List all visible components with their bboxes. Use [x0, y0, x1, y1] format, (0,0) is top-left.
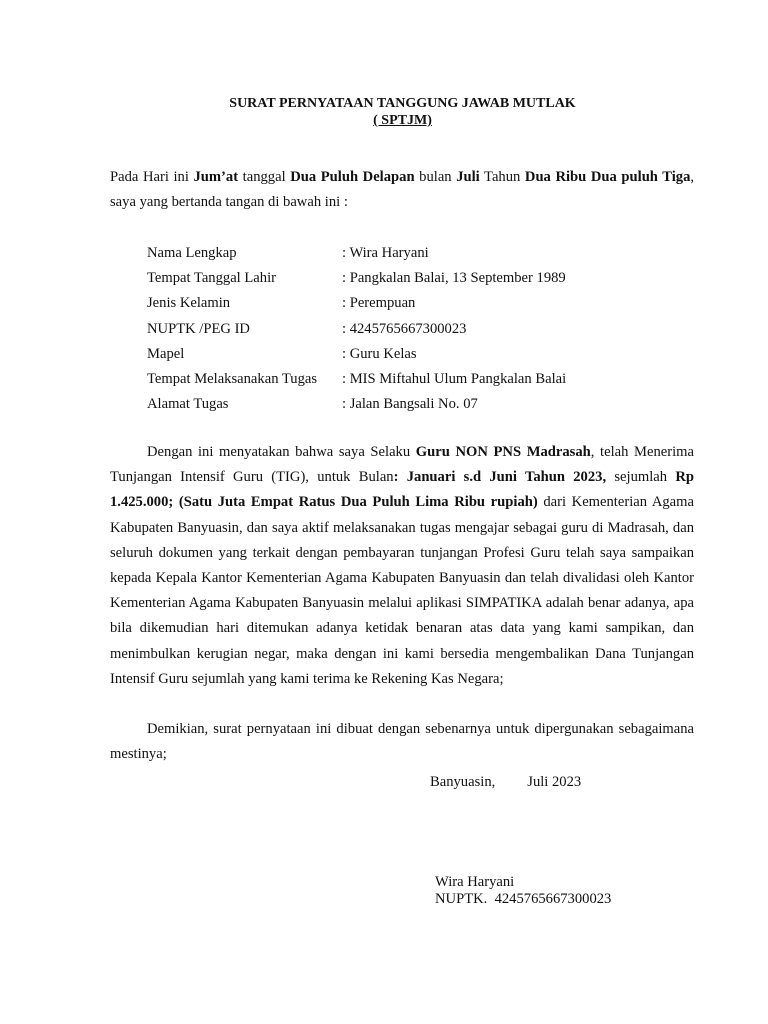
identity-label: Tempat Tanggal Lahir — [147, 270, 276, 287]
signer-id: NUPTK. 4245765667300023 — [435, 891, 612, 907]
intro-month: Juli — [456, 169, 480, 185]
identity-label: Tempat Melaksanakan Tugas — [147, 370, 318, 387]
identity-label: Alamat Tugas — [147, 396, 229, 413]
identity-value: : Pangkalan Balai, 13 September 1989 — [342, 270, 566, 287]
signer-name: Wira Haryani — [435, 874, 515, 890]
identity-row-workplace — [147, 367, 707, 392]
identity-row-nuptk — [147, 317, 707, 342]
identity-row-subject — [147, 342, 707, 367]
identity-label: Mapel — [147, 345, 185, 362]
intro-day: Jum’at — [193, 169, 239, 185]
statement-amount: Rp 1.425.000; (Satu Juta Empat Ratus Dua Puluh Lima Ribu rupiah) — [110, 469, 694, 511]
statement-period: : Januari s.d Juni Tahun 2023, — [393, 469, 607, 486]
identity-label: Nama Lengkap — [147, 245, 237, 261]
place-date — [430, 770, 581, 795]
place-name: Banyuasin, — [430, 774, 496, 790]
identity-value: : Guru Kelas — [342, 345, 417, 362]
intro-text-1: Pada Hari ini — [110, 169, 194, 185]
identity-row-name — [147, 241, 707, 266]
identity-value: : Wira Haryani — [342, 245, 429, 261]
statement-status: Guru NON PNS Madrasah — [415, 444, 591, 460]
intro-year: Dua Ribu Dua puluh Tiga — [524, 169, 691, 185]
statement-text-2: , telah Menerima Tunjangan Intensif Guru (TIG), untuk Bulan — [110, 444, 694, 486]
identity-row-gender — [147, 291, 707, 316]
identity-value: : Jalan Bangsali No. 07 — [342, 396, 478, 413]
signature-block — [435, 874, 611, 908]
intro-text-2: tanggal — [238, 169, 291, 185]
identity-value: : 4245765667300023 — [342, 320, 467, 337]
identity-value: : Perempuan — [342, 295, 416, 312]
title-main: SURAT PERNYATAAN TANGGUNG JAWAB MUTLAK — [229, 96, 576, 111]
statement-text-1: Dengan ini menyatakan bahwa saya Selaku — [147, 444, 416, 460]
statement-paragraph — [110, 440, 694, 692]
identity-table — [147, 241, 707, 417]
closing-paragraph: Demikian, surat pernyataan ini dibuat dengan sebenarnya untuk dipergunakan sebagaimana mestinya; — [110, 721, 694, 763]
intro-text-5: , saya yang bertanda tangan di bawah ini : — [110, 169, 695, 211]
statement-text-4: dari Kementerian Agama Kabupaten Banyuasin, dan saya aktif melaksanakan tugas mengajar sebagai guru di Madrasah, dan seluruh dokumen yang terkait dengan pembayaran tunjangan Profesi Guru telah saya sampaikan kepada Kepala Kantor Kementerian Agama Kabupaten Banyuasin dan telah divalidasi oleh Kantor Kementerian Agama Kabupaten Banyuasin melalui aplikasi SIMPATIKA adalah benar adanya, apa bila dikemudian hari ditemukan adanya ketidak benaran atas data yang kami sampikan, dan menimbulkan kerugian negar, maka dengan ini kami bersedia mengembalikan Dana Tunjangan Intensif Guru sejumlah yang kami terima ke Rekening Kas Negara; — [110, 494, 694, 687]
intro-paragraph — [110, 165, 694, 215]
identity-label: NUPTK /PEG ID — [147, 320, 250, 337]
identity-label: Jenis Kelamin — [147, 295, 231, 312]
identity-row-address — [147, 392, 707, 417]
title-abbreviation-text: ( SPTJM) — [373, 113, 432, 128]
intro-date: Dua Puluh Delapan — [290, 169, 415, 185]
document-title — [0, 95, 768, 129]
identity-value: : MIS Miftahul Ulum Pangkalan Balai — [342, 370, 567, 387]
statement-text-3: sejumlah — [606, 469, 676, 486]
place-month-year: Juli 2023 — [527, 774, 582, 790]
intro-text-4: Tahun — [479, 169, 525, 185]
title-abbreviation — [0, 112, 768, 129]
identity-row-birth — [147, 266, 707, 291]
intro-text-3: bulan — [414, 169, 457, 185]
